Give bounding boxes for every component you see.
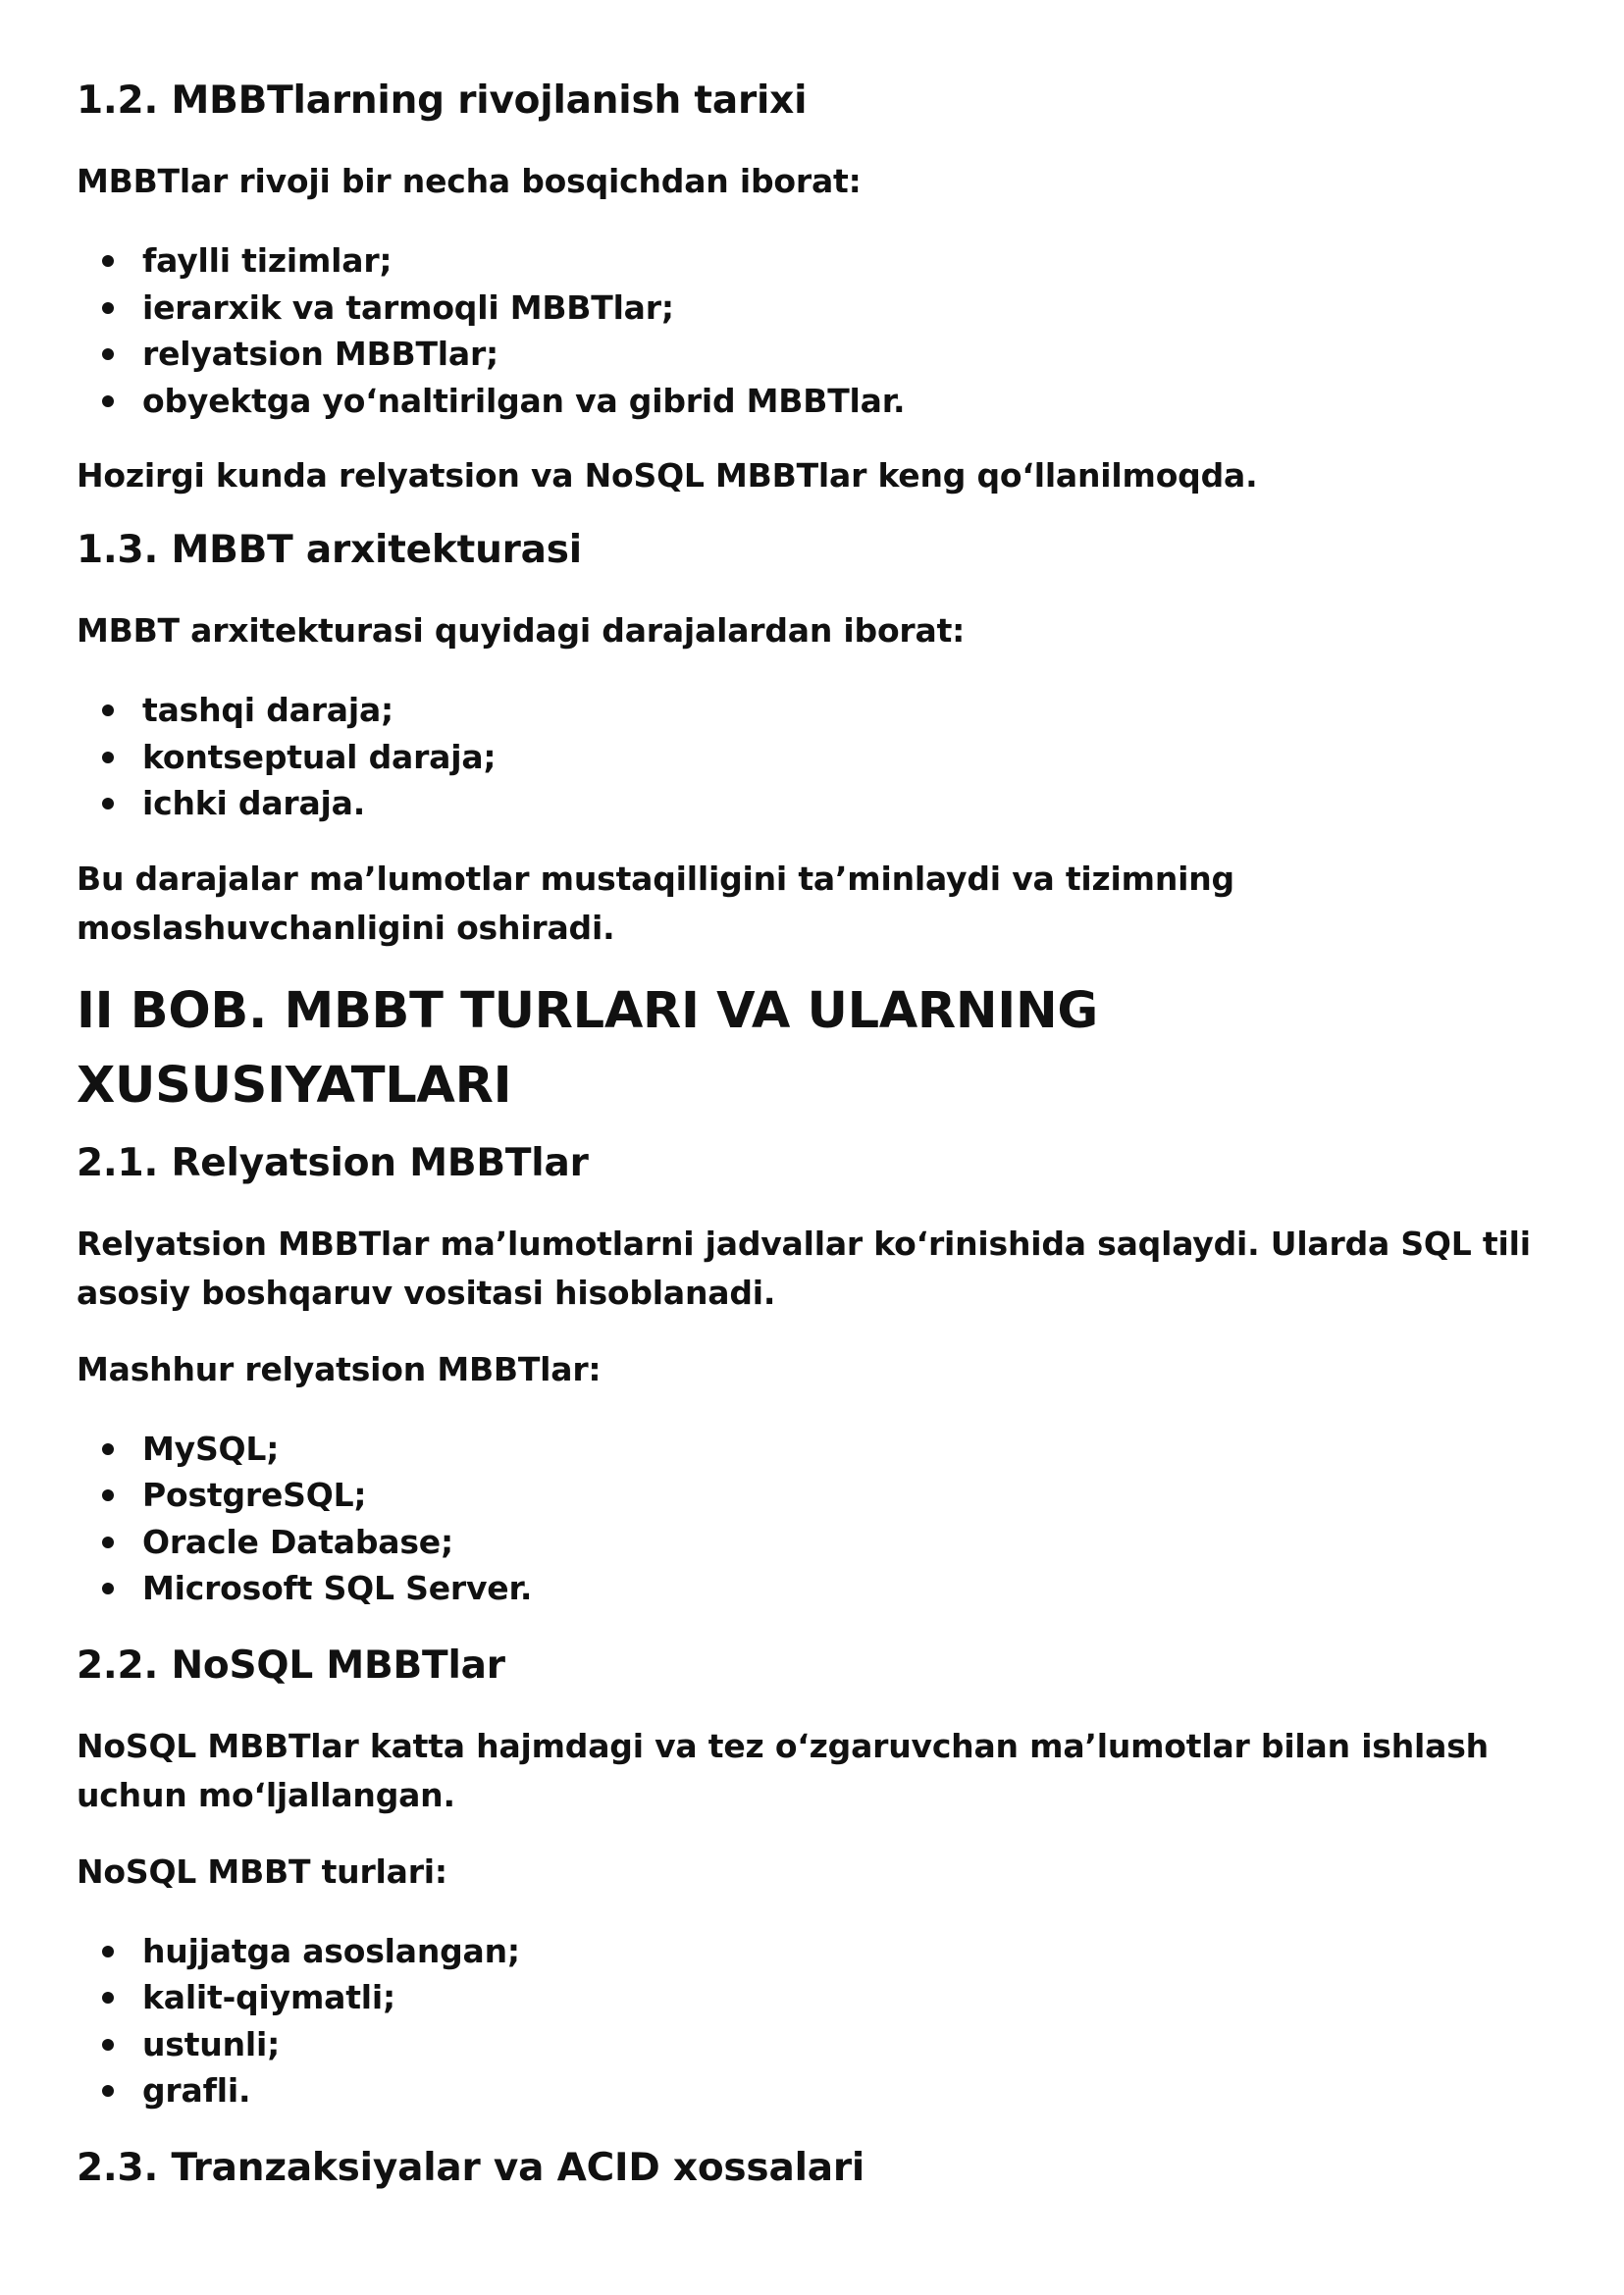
list-item: kalit-qiymatli;: [77, 1974, 1548, 2021]
list-item: obyektga yo‘naltirilgan va gibrid MBBTlar.: [77, 378, 1548, 425]
list-item: ierarxik va tarmoqli MBBTlar;: [77, 285, 1548, 332]
section-1-2-list: [77, 237, 1548, 424]
bullet-icon: [102, 2085, 114, 2097]
bullet-icon: [102, 348, 114, 360]
list-item: kontseptual daraja;: [77, 734, 1548, 781]
bullet-icon: [102, 1537, 114, 1548]
list-item: MySQL;: [77, 1426, 1548, 1473]
bullet-icon: [102, 1489, 114, 1501]
section-1-3-intro: MBBT arxitekturasi quyidagi darajalardan iborat:: [77, 611, 966, 650]
section-1-2-outro: Hozirgi kunda relyatsion va NoSQL MBBTlar keng qo‘llanilmoqda.: [77, 456, 1258, 495]
list-item: tashqi daraja;: [77, 687, 1548, 734]
section-2-1-list-label: Mashhur relyatsion MBBTlar:: [77, 1349, 602, 1388]
list-item: faylli tizimlar;: [77, 237, 1548, 285]
chapter-heading: II BOB. MBBT TURLARI VA ULARNING XUSUSIYATLARI: [77, 981, 1098, 1115]
list-item: Oracle Database;: [77, 1519, 1548, 1566]
section-heading-1-2: 1.2. MBBTlarning rivojlanish tarixi: [77, 78, 808, 123]
section-2-1-intro: Relyatsion MBBTlar ma’lumotlarni jadvallar ko‘rinishida saqlaydi. Ularda SQL tili asosiy boshqaruv vositasi hisoblanadi.: [77, 1224, 1531, 1312]
bullet-icon: [102, 2039, 114, 2051]
list-item: ichki daraja.: [77, 780, 1548, 827]
section-heading-2-3: 2.3. Tranzaksiyalar va ACID xossalari: [77, 2145, 865, 2190]
list-item: relyatsion MBBTlar;: [77, 331, 1548, 378]
list-item: ustunli;: [77, 2021, 1548, 2068]
section-heading-2-2: 2.2. NoSQL MBBTlar: [77, 1643, 505, 1688]
list-item: hujjatga asoslangan;: [77, 1928, 1548, 1975]
bullet-icon: [102, 302, 114, 314]
document-body: [77, 71, 1548, 2199]
bullet-icon: [102, 752, 114, 763]
list-item: PostgreSQL;: [77, 1472, 1548, 1519]
bullet-icon: [102, 395, 114, 407]
section-2-2-list: [77, 1928, 1548, 2114]
bullet-icon: [102, 1583, 114, 1594]
section-1-3-list: [77, 687, 1548, 827]
list-item: Microsoft SQL Server.: [77, 1565, 1548, 1612]
section-heading-1-3: 1.3. MBBT arxitekturasi: [77, 528, 582, 572]
section-heading-2-1: 2.1. Relyatsion MBBTlar: [77, 1140, 589, 1185]
bullet-icon: [102, 798, 114, 809]
list-item: grafli.: [77, 2067, 1548, 2114]
bullet-icon: [102, 1443, 114, 1455]
bullet-icon: [102, 1992, 114, 2004]
section-2-2-list-label: NoSQL MBBT turlari:: [77, 1852, 447, 1891]
bullet-icon: [102, 255, 114, 267]
bullet-icon: [102, 704, 114, 716]
section-1-3-outro: Bu darajalar ma’lumotlar mustaqilligini ta’minlaydi va tizimning moslashuvchanligini oshiradi.: [77, 859, 1234, 947]
section-2-1-list: [77, 1426, 1548, 1612]
bullet-icon: [102, 1946, 114, 1957]
section-2-2-intro: NoSQL MBBTlar katta hajmdagi va tez o‘zgaruvchan ma’lumotlar bilan ishlash uchun mo‘ljallangan.: [77, 1726, 1489, 1814]
section-1-2-intro: MBBTlar rivoji bir necha bosqichdan iborat:: [77, 162, 862, 200]
